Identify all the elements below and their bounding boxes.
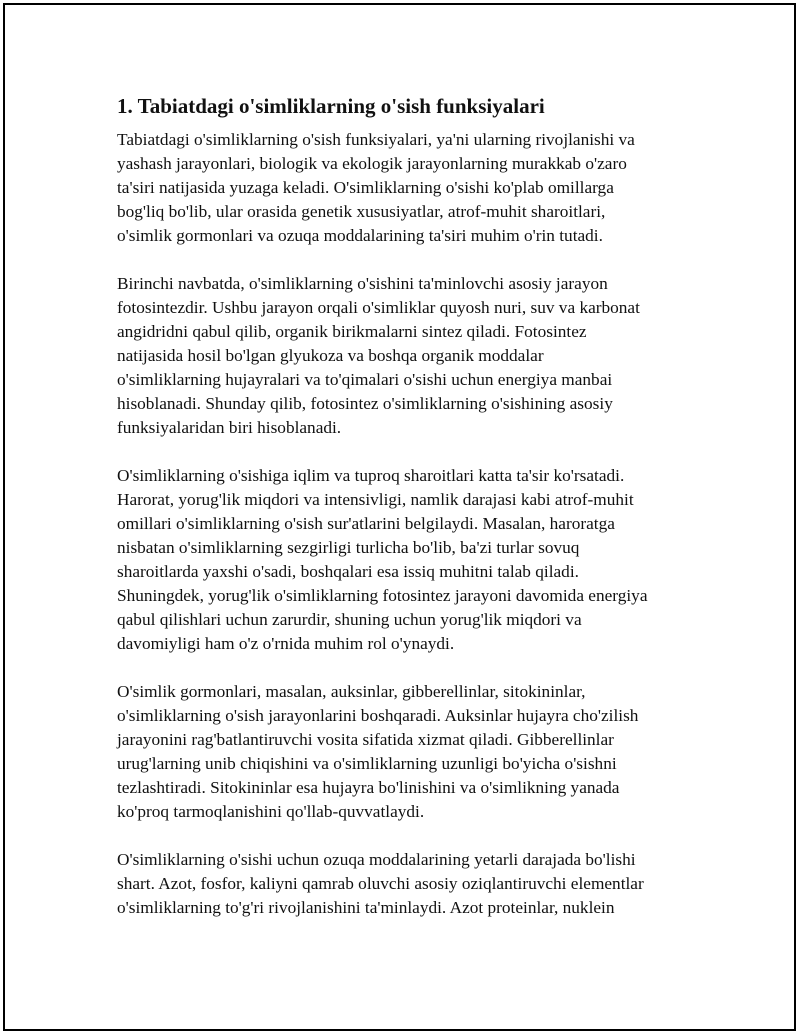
text-line: O'simlik gormonlari, masalan, auksinlar, gibberellinlar, sitokininlar,	[117, 682, 586, 701]
text-line: jarayonini rag'batlantiruvchi vosita sifatida xizmat qiladi. Gibberellinlar	[117, 730, 614, 749]
text-line: o'simliklarning hujayralari va to'qimalari o'sishi uchun energiya manbai	[117, 370, 613, 389]
paragraph-4	[117, 680, 692, 824]
text-line: Tabiatdagi o'simliklarning o'sish funksiyalari, ya'ni ularning rivojlanishi va	[117, 130, 635, 149]
text-line: hisoblanadi. Shunday qilib, fotosintez o'simliklarning o'sishining asosiy	[117, 394, 613, 413]
text-line: bog'liq bo'lib, ular orasida genetik xususiyatlar, atrof-muhit sharoitlari,	[117, 202, 606, 221]
text-line: o'simliklarning to'g'ri rivojlanishini ta'minlaydi. Azot proteinlar, nuklein	[117, 898, 615, 917]
text-line: fotosintezdir. Ushbu jarayon orqali o'simliklar quyosh nuri, suv va karbonat	[117, 298, 640, 317]
text-line: sharoitlarda yaxshi o'sadi, boshqalari esa issiq muhitni talab qiladi.	[117, 562, 579, 581]
text-line: natijasida hosil bo'lgan glyukoza va boshqa organik moddalar	[117, 346, 544, 365]
text-line: ko'proq tarmoqlanishini qo'llab-quvvatlaydi.	[117, 802, 425, 821]
text-line: qabul qilishlari uchun zarurdir, shuning uchun yorug'lik miqdori va	[117, 610, 582, 629]
text-line: nisbatan o'simliklarning sezgirligi turlicha bo'lib, ba'zi turlar sovuq	[117, 538, 580, 557]
document-body	[117, 92, 692, 944]
text-line: O'simliklarning o'sishiga iqlim va tuproq sharoitlari katta ta'sir ko'rsatadi.	[117, 466, 625, 485]
text-line: yashash jarayonlari, biologik va ekologik jarayonlarning murakkab o'zaro	[117, 154, 627, 173]
text-line: ta'siri natijasida yuzaga keladi. O'simliklarning o'sishi ko'plab omillarga	[117, 178, 614, 197]
text-line: angidridni qabul qilib, organik birikmalarni sintez qiladi. Fotosintez	[117, 322, 587, 341]
text-line: o'simliklarning o'sish jarayonlarini boshqaradi. Auksinlar hujayra cho'zilish	[117, 706, 639, 725]
text-line: Birinchi navbatda, o'simliklarning o'sishini ta'minlovchi asosiy jarayon	[117, 274, 608, 293]
paragraph-1	[117, 128, 692, 248]
text-line: tezlashtiradi. Sitokininlar esa hujayra bo'linishini va o'simlikning yanada	[117, 778, 620, 797]
text-line: funksiyalaridan biri hisoblanadi.	[117, 418, 342, 437]
text-line: davomiyligi ham o'z o'rnida muhim rol o'ynaydi.	[117, 634, 455, 653]
section-heading: 1. Tabiatdagi o'simliklarning o'sish funksiyalari	[117, 94, 545, 118]
text-line: Harorat, yorug'lik miqdori va intensivligi, namlik darajasi kabi atrof-muhit	[117, 490, 634, 509]
text-line: O'simliklarning o'sishi uchun ozuqa moddalarining yetarli darajada bo'lishi	[117, 850, 636, 869]
paragraph-2	[117, 272, 692, 440]
paragraph-3	[117, 464, 692, 656]
text-line: Shuningdek, yorug'lik o'simliklarning fotosintez jarayoni davomida energiya	[117, 586, 648, 605]
text-line: omillari o'simliklarning o'sish sur'atlarini belgilaydi. Masalan, haroratga	[117, 514, 615, 533]
text-line: urug'larning unib chiqishini va o'simliklarning uzunligi bo'yicha o'sishni	[117, 754, 617, 773]
text-line: o'simlik gormonlari va ozuqa moddalarining ta'siri muhim o'rin tutadi.	[117, 226, 603, 245]
text-line: shart. Azot, fosfor, kaliyni qamrab oluvchi asosiy oziqlantiruvchi elementlar	[117, 874, 644, 893]
paragraph-5	[117, 848, 692, 920]
